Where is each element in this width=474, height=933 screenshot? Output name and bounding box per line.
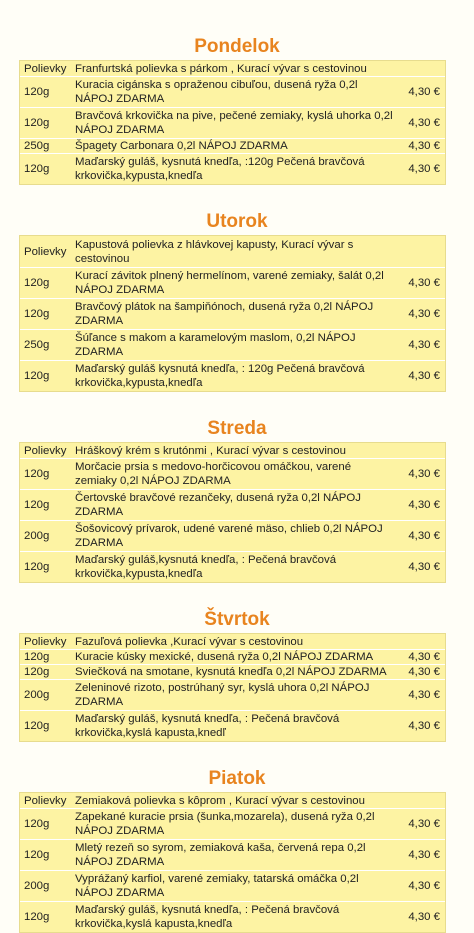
weight-cell: 120g <box>24 308 50 320</box>
price-cell: 4,30 € <box>408 720 440 732</box>
dish-cell: Mletý rezeň so syrom, zemiaková kaša, červená repa 0,2l NÁPOJ ZDARMA <box>75 842 366 868</box>
dish-cell: Bravčová krkovička na pive, pečené zemiaky, kyslá uhorka 0,2l NÁPOJ ZDARMA <box>75 110 393 136</box>
table-row <box>20 870 445 901</box>
dish-cell: Kuracia cigánska s opraženou cibuľou, dusená ryža 0,2l NÁPOJ ZDARMA <box>75 79 358 105</box>
table-row <box>20 443 445 458</box>
price-cell: 4,30 € <box>408 140 440 152</box>
table-row <box>20 634 445 649</box>
table-row <box>20 489 445 520</box>
price-cell: 4,30 € <box>408 117 440 129</box>
table-row <box>20 793 445 808</box>
table-row <box>20 267 445 298</box>
table-row <box>20 107 445 138</box>
dish-cell: Zeleninové rizoto, postrúhaný syr, kyslá uhora 0,2l NÁPOJ ZDARMA <box>75 682 370 708</box>
day-section-piatok <box>0 768 474 933</box>
dish-cell: Morčacie prsia s medovo-horčicovou omáčkou, varené zemiaky 0,2l NÁPOJ ZDARMA <box>75 461 352 487</box>
weight-cell: Polievky <box>24 794 67 807</box>
table-row <box>20 298 445 329</box>
day-section-utorok <box>0 211 474 392</box>
day-section-pondelok <box>0 36 474 185</box>
table-row <box>20 153 445 184</box>
dish-cell: Sviečková na smotane, kysnutá knedľa 0,2l NÁPOJ ZDARMA <box>75 666 387 678</box>
dish-cell: Zemiaková polievka s kôprom , Kurací vývar s cestovinou <box>75 794 365 807</box>
dish-cell: Maďarský guláš, kysnutá knedľa, : Pečená bravčová krkovička,kyslá kapusta,knedľ <box>75 713 340 739</box>
table-row <box>20 236 445 267</box>
weight-cell: 200g <box>24 530 50 542</box>
weight-cell: 120g <box>24 818 50 830</box>
weight-cell: 120g <box>24 86 50 98</box>
weight-cell: 120g <box>24 163 50 175</box>
day-title: Utorok <box>206 211 268 232</box>
price-cell: 4,30 € <box>408 308 440 320</box>
dish-cell: Bravčový plátok na šampiňónoch, dusená ryža 0,2l NÁPOJ ZDARMA <box>75 301 374 327</box>
table-row <box>20 61 445 76</box>
day-title: Piatok <box>208 768 266 789</box>
price-cell: 4,30 € <box>408 880 440 892</box>
dish-cell: Hráškový krém s krutónmi , Kurací vývar s cestovinou <box>75 444 346 457</box>
weight-cell: 120g <box>24 651 50 663</box>
table-row <box>20 901 445 932</box>
price-cell: 4,30 € <box>408 561 440 573</box>
dish-cell: Kapustová polievka z hlávkovej kapusty, Kurací vývar s cestovinou <box>75 238 354 265</box>
table-row <box>20 551 445 582</box>
dish-cell: Šošovicový prívarok, udené varené mäso, chlieb 0,2l NÁPOJ ZDARMA <box>75 523 383 549</box>
weight-cell: 120g <box>24 849 50 861</box>
weight-cell: Polievky <box>24 62 67 75</box>
dish-cell: Maďarský guláš,kysnutá knedľa, : Pečená bravčová krkovička,kypusta,knedľa <box>75 554 337 580</box>
dish-cell: Špagety Carbonara 0,2l NÁPOJ ZDARMA <box>75 140 288 152</box>
weight-cell: 120g <box>24 468 50 480</box>
dish-cell: Maďarský guláš, kysnutá knedľa, : Pečená bravčová krkovička,kyslá kapusta,knedľa <box>75 904 340 930</box>
menu-table <box>19 633 446 742</box>
dish-cell: Franfurtská polievka s párkom , Kurací vývar s cestovinou <box>75 62 367 75</box>
weight-cell: 120g <box>24 277 50 289</box>
dish-cell: Vyprážaný karfiol, varené zemiaky, tatarská omáčka 0,2l NÁPOJ ZDARMA <box>75 873 359 899</box>
price-cell: 4,30 € <box>408 163 440 175</box>
weight-cell: Polievky <box>24 444 67 457</box>
table-row <box>20 360 445 391</box>
table-row <box>20 520 445 551</box>
weight-cell: 250g <box>24 339 50 351</box>
price-cell: 4,30 € <box>408 370 440 382</box>
day-section-streda <box>0 418 474 583</box>
table-row <box>20 839 445 870</box>
menu-table <box>19 60 446 185</box>
price-cell: 4,30 € <box>408 468 440 480</box>
day-title: Pondelok <box>194 36 280 57</box>
menu-table <box>19 235 446 392</box>
dish-cell: Maďarský guláš kysnutá knedľa, : 120g Pečená bravčová krkovička,kypusta,knedľa <box>75 363 365 389</box>
price-cell: 4,30 € <box>408 499 440 511</box>
dish-cell: Šúľance s makom a karamelovým maslom, 0,2l NÁPOJ ZDARMA <box>75 332 356 358</box>
weight-cell: Polievky <box>24 635 67 648</box>
table-row <box>20 710 445 741</box>
weight-cell: 120g <box>24 117 50 129</box>
weight-cell: 120g <box>24 370 50 382</box>
table-row <box>20 458 445 489</box>
day-title: Streda <box>207 418 267 439</box>
dish-cell: Zapekané kuracie prsia (šunka,mozarela), dusená ryža 0,2l NÁPOJ ZDARMA <box>75 811 375 837</box>
menu-table <box>19 442 446 583</box>
dish-cell: Maďarský guláš, kysnutá knedľa, :120g Pečená bravčová krkovička,kypusta,knedľa <box>75 156 365 182</box>
table-row <box>20 808 445 839</box>
table-row <box>20 329 445 360</box>
weight-cell: 120g <box>24 911 50 923</box>
dish-cell: Kuracie kúsky mexické, dusená ryža 0,2l NÁPOJ ZDARMA <box>75 651 374 663</box>
weight-cell: 250g <box>24 140 50 152</box>
day-title: Štvrtok <box>204 609 270 630</box>
weight-cell: 120g <box>24 561 50 573</box>
dish-cell: Čertovské bravčové rezančeky, dusená ryža 0,2l NÁPOJ ZDARMA <box>75 492 361 518</box>
price-cell: 4,30 € <box>408 86 440 98</box>
price-cell: 4,30 € <box>408 277 440 289</box>
weight-cell: 200g <box>24 880 50 892</box>
dish-cell: Kurací závitok plnený hermelínom, varené zemiaky, šalát 0,2l NÁPOJ ZDARMA <box>75 270 384 296</box>
price-cell: 4,30 € <box>408 818 440 830</box>
table-row <box>20 649 445 664</box>
weight-cell: 120g <box>24 666 50 678</box>
price-cell: 4,30 € <box>408 911 440 923</box>
price-cell: 4,30 € <box>408 339 440 351</box>
weight-cell: Polievky <box>24 245 67 258</box>
weight-cell: 200g <box>24 689 50 701</box>
price-cell: 4,30 € <box>408 849 440 861</box>
weight-cell: 120g <box>24 499 50 511</box>
price-cell: 4,30 € <box>408 651 440 663</box>
price-cell: 4,30 € <box>408 530 440 542</box>
dish-cell: Fazuľová polievka ,Kurací vývar s cestovinou <box>75 635 304 648</box>
weight-cell: 120g <box>24 720 50 732</box>
table-row <box>20 76 445 107</box>
day-section-stvrtok <box>0 609 474 742</box>
menu-table <box>19 792 446 933</box>
table-row <box>20 664 445 679</box>
table-row <box>20 138 445 153</box>
table-row <box>20 679 445 710</box>
price-cell: 4,30 € <box>408 689 440 701</box>
price-cell: 4,30 € <box>408 666 440 678</box>
